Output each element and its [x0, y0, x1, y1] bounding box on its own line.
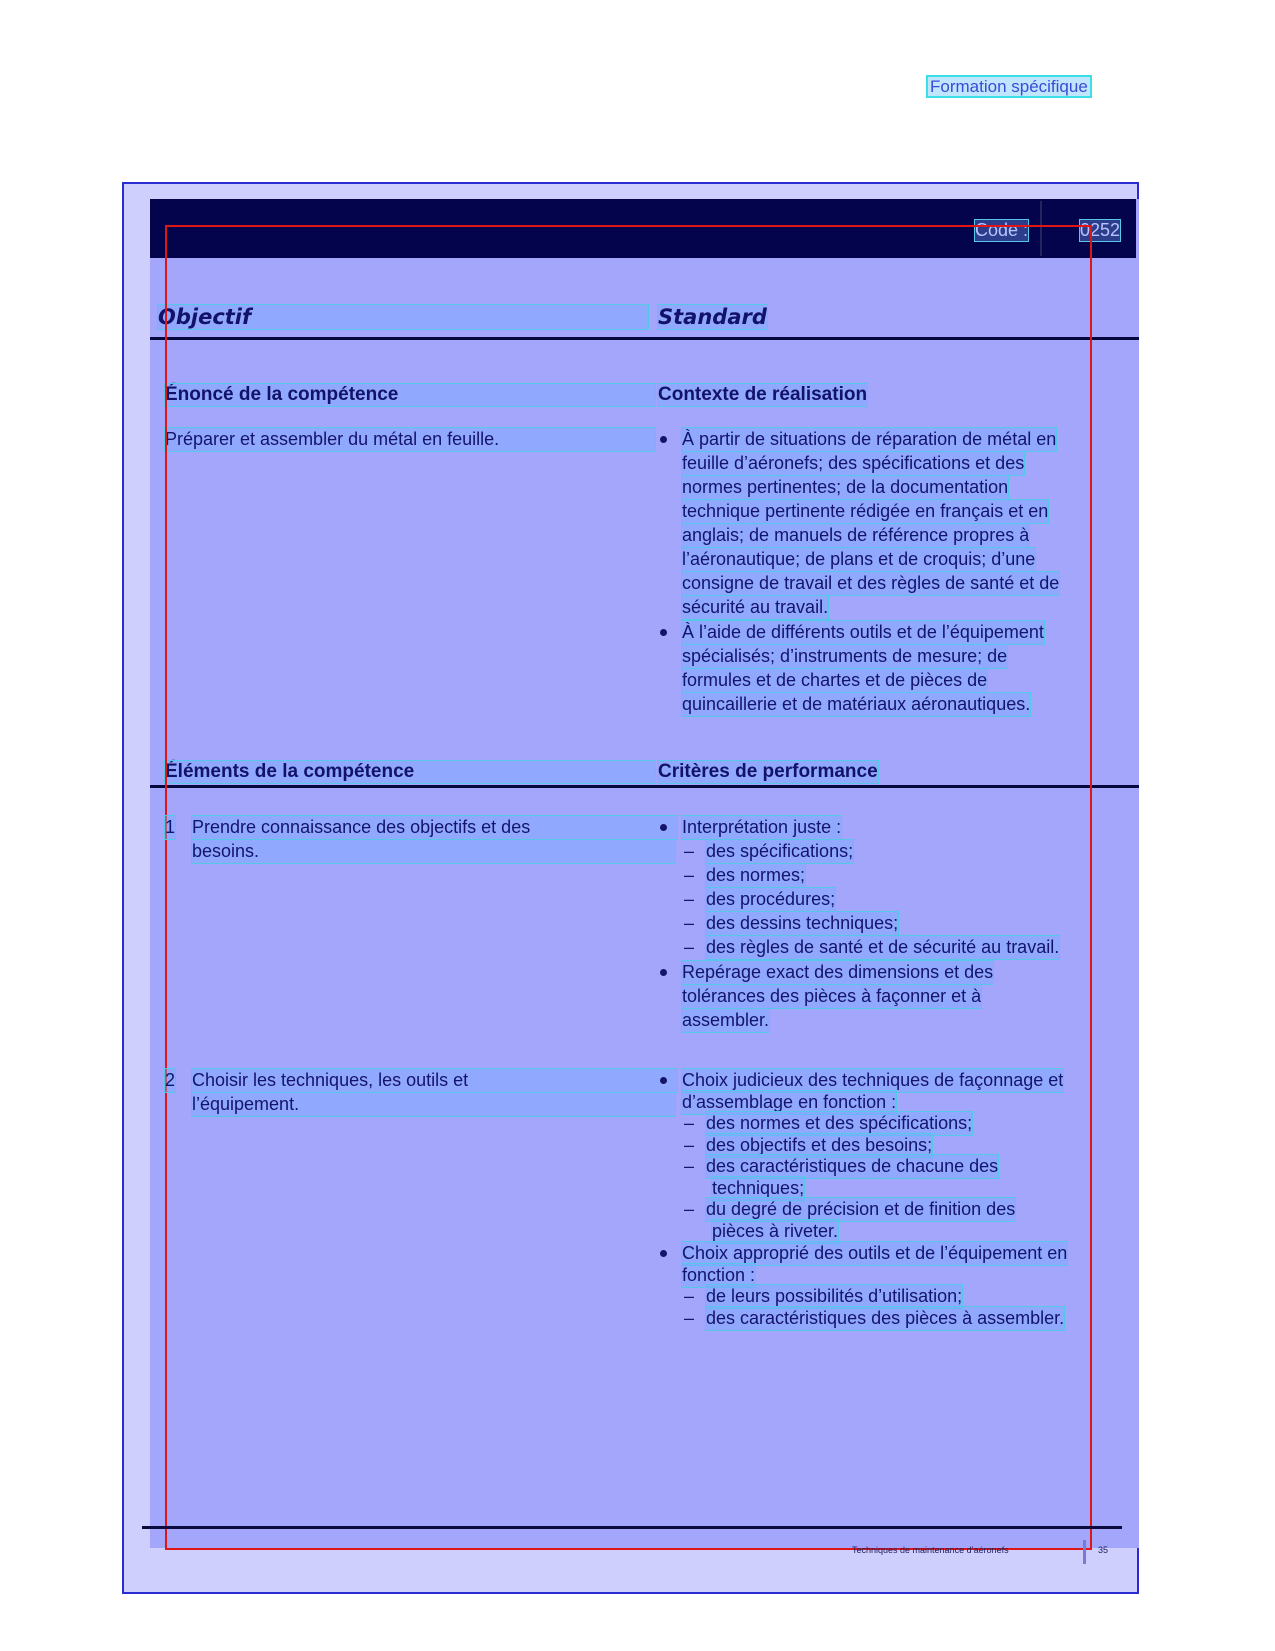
contexte-line: sécurité au travail.	[682, 597, 829, 617]
element-number: 2	[165, 1070, 176, 1090]
bullet-dot	[660, 436, 667, 443]
criteria-title: Critères de performance	[658, 761, 878, 782]
criteria-dash: –	[684, 1199, 695, 1219]
element-text: l’équipement.	[192, 1093, 675, 1116]
code-separator	[1040, 201, 1042, 256]
criteria-subline: techniques;	[712, 1177, 805, 1198]
element-text: Choisir les techniques, les outils et	[192, 1069, 677, 1092]
criteria-bullet-dot	[660, 824, 667, 831]
criteria-subline: des normes et des spécifications;	[706, 1113, 973, 1133]
contexte-line: l’aéronautique; de plans et de croquis; d’une	[682, 549, 1036, 569]
criteria-line: Interprétation juste :	[682, 817, 842, 837]
criteria-subline: de leurs possibilités d’utilisation;	[706, 1286, 963, 1306]
elements-rule	[150, 785, 1139, 788]
criteria-dash: –	[684, 1113, 695, 1133]
footer-program: Techniques de maintenance d’aéronefs	[852, 1545, 1009, 1555]
contexte-line: À partir de situations de réparation de métal en	[682, 429, 1057, 449]
element-text: besoins.	[192, 840, 675, 863]
criteria-dash: –	[684, 1156, 695, 1176]
code-value: 0252	[1080, 220, 1121, 240]
footer-separator	[1083, 1540, 1086, 1564]
criteria-dash: –	[684, 865, 695, 885]
criteria-subline: des dessins techniques;	[706, 913, 899, 933]
criteria-subline: des spécifications;	[706, 841, 854, 861]
contexte-line: spécialisés; d’instruments de mesure; de	[682, 646, 1008, 666]
contexte-line: quincaillerie et de matériaux aéronautiques.	[682, 694, 1031, 714]
criteria-subline: des caractéristiques des pièces à assembler.	[706, 1307, 1065, 1328]
enonce-title: Énoncé de la compétence	[165, 384, 655, 406]
criteria-bullet-dot	[660, 1250, 667, 1257]
criteria-dash: –	[684, 1286, 695, 1306]
criteria-line: d’assemblage en fonction :	[682, 1091, 897, 1112]
criteria-bullet-dot	[660, 1077, 667, 1084]
elements-title: Éléments de la compétence	[165, 761, 655, 783]
criteria-line: Choix judicieux des techniques de façonnage et	[682, 1070, 1064, 1090]
criteria-subline: pièces à riveter.	[712, 1220, 839, 1241]
heading-rule	[150, 337, 1139, 340]
criteria-line: Choix approprié des outils et de l’équipement en	[682, 1243, 1068, 1263]
criteria-line: fonction :	[682, 1264, 756, 1285]
criteria-line: tolérances des pièces à façonner et à	[682, 986, 982, 1006]
contexte-title: Contexte de réalisation	[658, 384, 868, 405]
contexte-line: formules et de chartes et de pièces de	[682, 670, 988, 690]
criteria-subline: des règles de santé et de sécurité au travail.	[706, 937, 1060, 957]
standard-heading: Standard	[658, 305, 767, 329]
contexte-line: consigne de travail et des règles de santé et de	[682, 573, 1060, 593]
program-header: Formation spécifique	[930, 77, 1088, 96]
criteria-subline: des caractéristiques de chacune des	[706, 1156, 999, 1176]
contexte-line: technique pertinente rédigée en français et en	[682, 501, 1049, 521]
criteria-subline: du degré de précision et de finition des	[706, 1199, 1016, 1219]
footer-rule	[142, 1526, 1122, 1529]
criteria-line: assembler.	[682, 1010, 770, 1030]
contexte-line: feuille d’aéronefs; des spécifications et des	[682, 453, 1025, 473]
criteria-dash: –	[684, 889, 695, 909]
criteria-subline: des objectifs et des besoins;	[706, 1134, 933, 1155]
contexte-line: À l’aide de différents outils et de l’équipement	[682, 622, 1044, 642]
criteria-dash: –	[684, 841, 695, 861]
element-number: 1	[165, 817, 176, 837]
page-number: 35	[1098, 1545, 1109, 1555]
criteria-dash: –	[684, 1307, 695, 1328]
bullet-dot	[660, 629, 667, 636]
criteria-dash: –	[684, 913, 695, 933]
objectif-heading: Objectif	[158, 305, 648, 329]
criteria-subline: des normes;	[706, 865, 806, 885]
enonce-text: Préparer et assembler du métal en feuille.	[165, 428, 655, 451]
contexte-line: normes pertinentes; de la documentation	[682, 477, 1009, 497]
criteria-dash: –	[684, 937, 695, 957]
criteria-bullet-dot	[660, 969, 667, 976]
criteria-dash: –	[684, 1134, 695, 1155]
contexte-line: anglais; de manuels de référence propres à	[682, 525, 1030, 545]
element-text: Prendre connaissance des objectifs et des	[192, 816, 677, 839]
criteria-subline: des procédures;	[706, 889, 836, 909]
code-label: Code :	[975, 220, 1029, 240]
criteria-line: Repérage exact des dimensions et des	[682, 962, 994, 982]
